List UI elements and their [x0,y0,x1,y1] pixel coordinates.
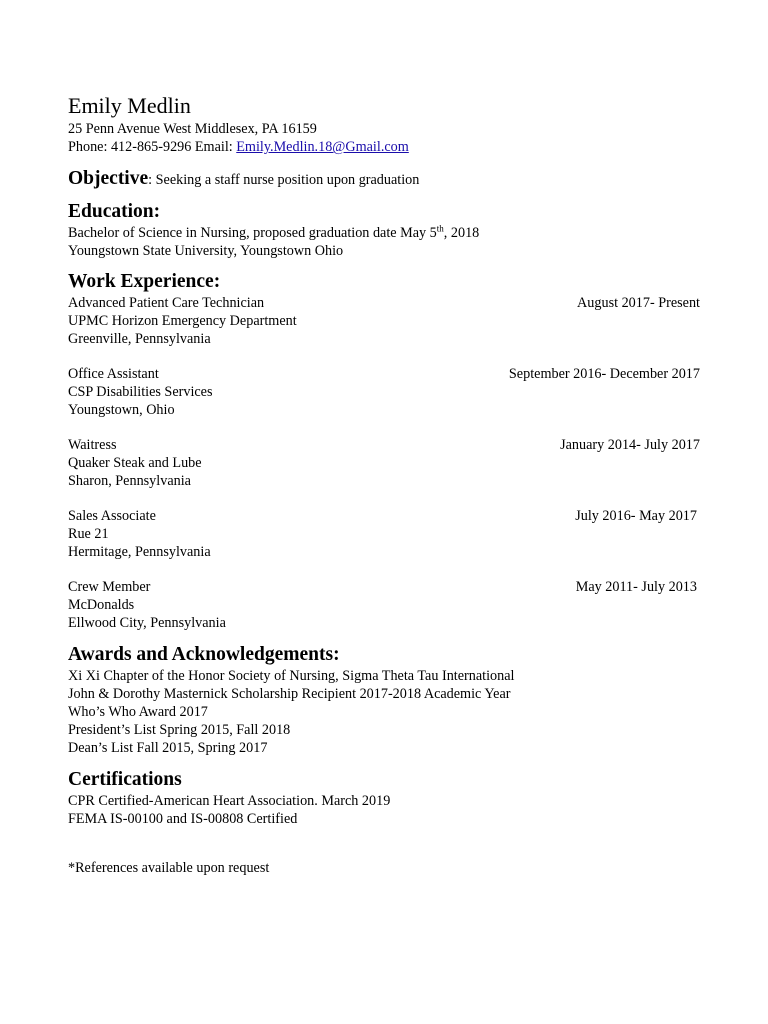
education-heading: Education: [68,201,161,222]
awards-section [68,643,700,757]
email-link[interactable]: Emily.Medlin.18@Gmail.com [236,139,409,155]
job-location: Greenville, Pennsylvania [68,331,211,347]
job-title: Office Assistant [68,366,159,382]
resume-page [68,92,700,877]
degree-line [68,224,700,242]
job-title: Waitress [68,437,117,453]
award-item: Xi Xi Chapter of the Honor Society of Nursing, Sigma Theta Tau International [68,668,515,684]
job-location: Sharon, Pennsylvania [68,473,191,489]
job-entry [68,365,700,419]
job-entry [68,436,700,490]
objective-text: : Seeking a staff nurse position upon graduation [148,172,420,188]
job-employer: UPMC Horizon Emergency Department [68,313,297,329]
job-title: Crew Member [68,579,151,595]
job-dates: August 2017- Present [577,295,700,311]
award-item: John & Dorothy Masternick Scholarship Recipient 2017-2018 Academic Year [68,686,511,702]
awards-heading: Awards and Acknowledgements: [68,644,340,665]
objective-label: Objective [68,168,149,189]
address-line: 25 Penn Avenue West Middlesex, PA 16159 [68,121,317,137]
job-entry [68,294,700,348]
job-entry [68,578,700,632]
job-employer: Quaker Steak and Lube [68,455,202,471]
job-employer: McDonalds [68,597,135,613]
award-item: Who’s Who Award 2017 [68,704,208,720]
job-dates: July 2016- May 2017 [575,508,697,524]
education-section [68,200,700,260]
contact-line [68,138,700,156]
work-experience-heading: Work Experience: [68,271,221,292]
degree-text: Bachelor of Science in Nursing, proposed graduation date May 5 [68,225,437,241]
job-employer: CSP Disabilities Services [68,384,213,400]
job-dates: September 2016- December 2017 [508,366,700,382]
job-dates: May 2011- July 2013 [575,579,697,595]
job-employer: Rue 21 [68,526,109,542]
references-note: *References available upon request [68,860,270,876]
award-item: Dean’s List Fall 2015, Spring 2017 [68,740,268,756]
school-line: Youngstown State University, Youngstown Ohio [68,243,344,259]
job-dates: January 2014- July 2017 [560,437,700,453]
award-item: President’s List Spring 2015, Fall 2018 [68,722,291,738]
job-location: Ellwood City, Pennsylvania [68,615,226,631]
applicant-name: Emily Medlin [68,93,191,118]
degree-sup: th [436,223,444,234]
job-location: Youngstown, Ohio [68,402,175,418]
work-experience-section [68,270,700,632]
job-title: Sales Associate [68,508,156,524]
job-entry [68,507,700,561]
objective-section [68,168,700,190]
phone-label: Phone: 412-865-9296 Email: [68,139,237,155]
degree-year: , 2018 [443,225,480,241]
job-title: Advanced Patient Care Technician [68,295,265,311]
certifications-heading: Certifications [68,769,182,790]
certification-item: CPR Certified-American Heart Association. March 2019 [68,793,391,809]
certification-item: FEMA IS-00100 and IS-00808 Certified [68,811,298,827]
job-location: Hermitage, Pennsylvania [68,544,211,560]
certifications-section [68,768,700,828]
